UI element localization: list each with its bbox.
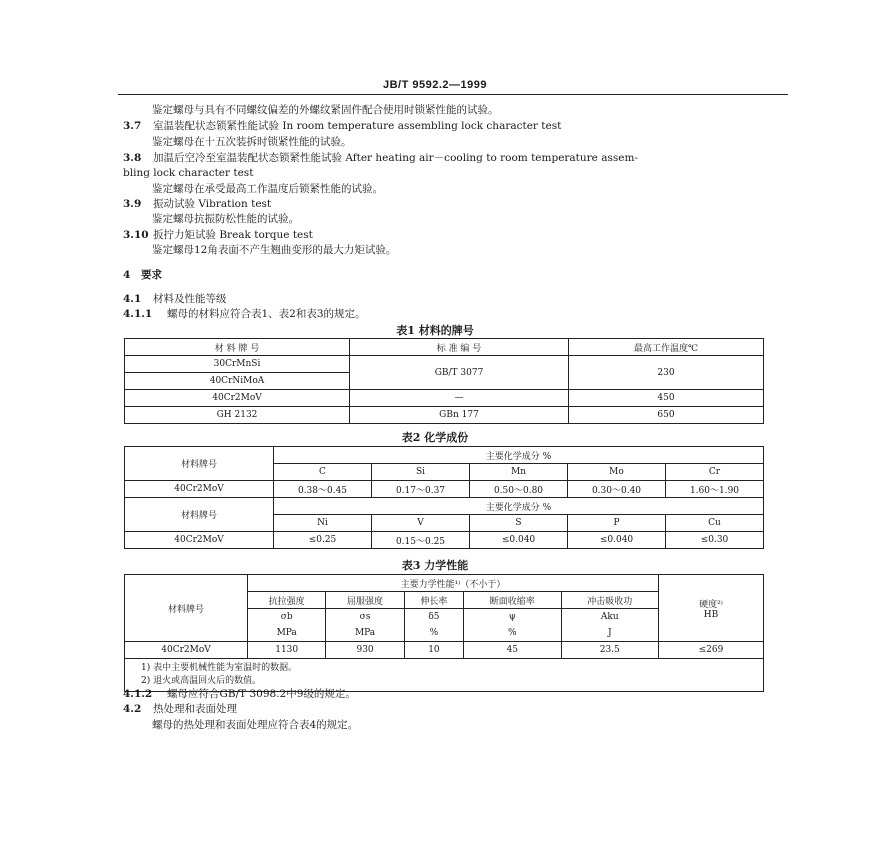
table3-caption: 表3 力学性能 [401, 559, 469, 572]
table-row: 抗拉强度 屈服强度 伸长率 断面收缩率 冲击吸收功 [125, 592, 764, 609]
table-row: 材 料 牌 号 标 准 编 号 最高工作温度℃ [125, 339, 764, 356]
header-rule [118, 94, 788, 95]
text-line: 螺母的热处理和表面处理应符合表4的规定。 [152, 719, 359, 731]
table-row: 40Cr2MoV — 450 [125, 390, 764, 407]
text-line: 鉴定螺母12角表面不产生翘曲变形的最大力矩试验。 [152, 244, 397, 256]
text-line: 鉴定螺母抗振防松性能的试验。 [152, 213, 299, 225]
text-line: 3.7 室温装配状态锁紧性能试验 In room temperature assembling lock character test [123, 120, 562, 132]
text-line: 鉴定螺母在十五次装拆时锁紧性能的试验。 [152, 136, 352, 148]
text-line: bling lock character test [123, 167, 254, 179]
table-row: 40Cr2MoV 1130 930 10 45 23.5 ≤269 [125, 642, 764, 659]
table-row: 40Cr2MoV ≤0.25 0.15～0.25 ≤0.040 ≤0.040 ≤0.30 [125, 532, 764, 549]
text-line: 4.1.2 螺母应符合GB/T 3098.2中9级的规定。 [123, 688, 356, 700]
section-heading: 4 要求 [123, 269, 162, 281]
text-line: 4.1 材料及性能等级 [123, 293, 227, 305]
table-row: 材料牌号 主要化学成分 % [125, 498, 764, 515]
text-line: 3.9 振动试验 Vibration test [123, 198, 272, 210]
table1 [124, 338, 764, 424]
table-note: 2) 退火或高温回火后的数值。 [141, 676, 262, 686]
table-row: 材料牌号 主要化学成分 % [125, 447, 764, 464]
table1-caption: 表1 材料的牌号 [396, 324, 474, 337]
text-line: 鉴定螺母在承受最高工作温度后锁紧性能的试验。 [152, 183, 383, 195]
table-row: 材料牌号 主要力学性能¹⁾（不小于） 硬度²⁾ HB [125, 575, 764, 592]
text-line: 3.10 扳拧力矩试验 Break torque test [123, 229, 313, 241]
page-header: JB/T 9592.2—1999 [382, 79, 487, 91]
table-row: GH 2132 GBn 177 650 [125, 407, 764, 424]
table-row: 40Cr2MoV 0.38～0.45 0.17～0.37 0.50～0.80 0.30～0.40 1.60～1.90 [125, 481, 764, 498]
table-row: MPa MPa % % J [125, 625, 764, 642]
table2-caption: 表2 化学成份 [401, 431, 469, 444]
text-line: 3.8 加温后空冷至室温装配状态锁紧性能试验 After heating air－cooling to room temperature assem- [123, 152, 638, 164]
table-row: σb σs δ5 ψ Aku [125, 609, 764, 626]
table-row: 30CrMnSi GB/T 3077 230 [125, 356, 764, 373]
table-note: 1) 表中主要机械性能为室温时的数据。 [141, 663, 298, 673]
table2 [124, 446, 764, 549]
text-line: 4.1.1 螺母的材料应符合表1、表2和表3的规定。 [123, 308, 366, 320]
text-line: 鉴定螺母与具有不同螺纹偏差的外螺纹紧固件配合使用时锁紧性能的试验。 [152, 104, 499, 116]
table-row: C Si Mn Mo Cr [125, 464, 764, 481]
table3 [124, 574, 764, 692]
text-line: 4.2 热处理和表面处理 [123, 703, 237, 715]
table-row: Ni V S P Cu [125, 515, 764, 532]
table-row: 40CrNiMoA [125, 373, 764, 390]
